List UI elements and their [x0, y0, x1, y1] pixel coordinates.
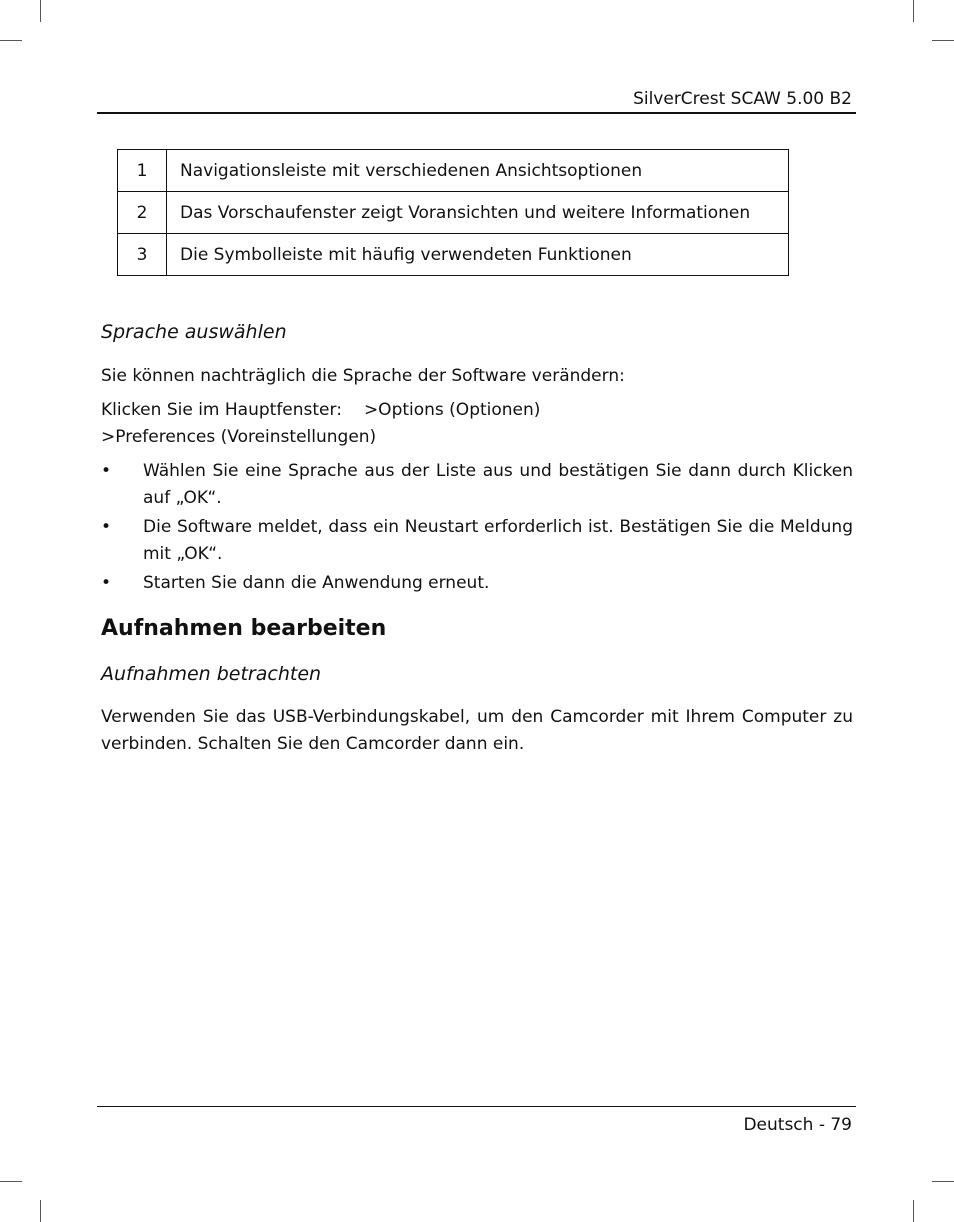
connection-paragraph [101, 704, 853, 758]
list-item-text: Die Software meldet, dass ein Neustart erforderlich ist. Bestätigen Sie die Meldung mit „OK“. [143, 517, 853, 564]
table-row [118, 150, 789, 192]
language-subheading: Sprache auswählen [101, 321, 287, 343]
language-intro: Sie können nachträglich die Sprache der Software verändern: [101, 366, 625, 386]
crop-mark-top-left-vertical [40, 0, 41, 22]
row-number: 3 [118, 234, 167, 276]
list-item-text: Starten Sie dann die Anwendung erneut. [143, 573, 490, 593]
crop-mark-bottom-right-horizontal [932, 1181, 954, 1182]
legend-table [117, 149, 789, 276]
row-number: 1 [118, 150, 167, 192]
header-title: SilverCrest SCAW 5.00 B2 [633, 89, 852, 109]
list-item [101, 570, 853, 597]
row-description: Navigationsleiste mit verschiedenen Ansichtsoptionen [167, 150, 789, 192]
menu-instructions [101, 397, 853, 451]
crop-mark-bottom-right-vertical [913, 1200, 914, 1222]
view-recordings-subheading: Aufnahmen betrachten [101, 663, 322, 685]
menu-path-preferences: >Preferences (Voreinstellungen) [101, 427, 377, 447]
row-number: 2 [118, 192, 167, 234]
paragraph-line: verbinden. Schalten Sie den Camcorder dann ein. [101, 734, 525, 754]
crop-mark-bottom-left-vertical [40, 1200, 41, 1222]
menu-path-options: >Options (Optionen) [363, 400, 541, 420]
crop-mark-top-left-horizontal [0, 40, 22, 41]
header-rule [97, 112, 856, 114]
crop-mark-top-right-vertical [913, 0, 914, 22]
paragraph-line: Verwenden Sie das USB-Verbindungskabel, um den Camcorder mit Ihrem Computer zu [101, 707, 853, 727]
click-prefix: Klicken Sie im Hauptfenster: [101, 400, 342, 420]
footer-rule [97, 1106, 856, 1107]
crop-mark-top-right-horizontal [932, 40, 954, 41]
table-row [118, 192, 789, 234]
page-number: Deutsch - 79 [743, 1115, 852, 1135]
list-item-text: Wählen Sie eine Sprache aus der Liste aus und bestätigen Sie dann durch Klicken auf „OK“. [143, 461, 853, 508]
list-item [101, 514, 853, 568]
row-description: Das Vorschaufenster zeigt Voransichten und weitere Informationen [167, 192, 789, 234]
row-description: Die Symbolleiste mit häufig verwendeten Funktionen [167, 234, 789, 276]
bullet-icon: • [101, 517, 112, 537]
section-heading: Aufnahmen bearbeiten [101, 616, 387, 641]
crop-mark-bottom-left-horizontal [0, 1181, 22, 1182]
list-item [101, 458, 853, 512]
bullet-icon: • [101, 573, 112, 593]
table-row [118, 234, 789, 276]
bullet-icon: • [101, 461, 112, 481]
